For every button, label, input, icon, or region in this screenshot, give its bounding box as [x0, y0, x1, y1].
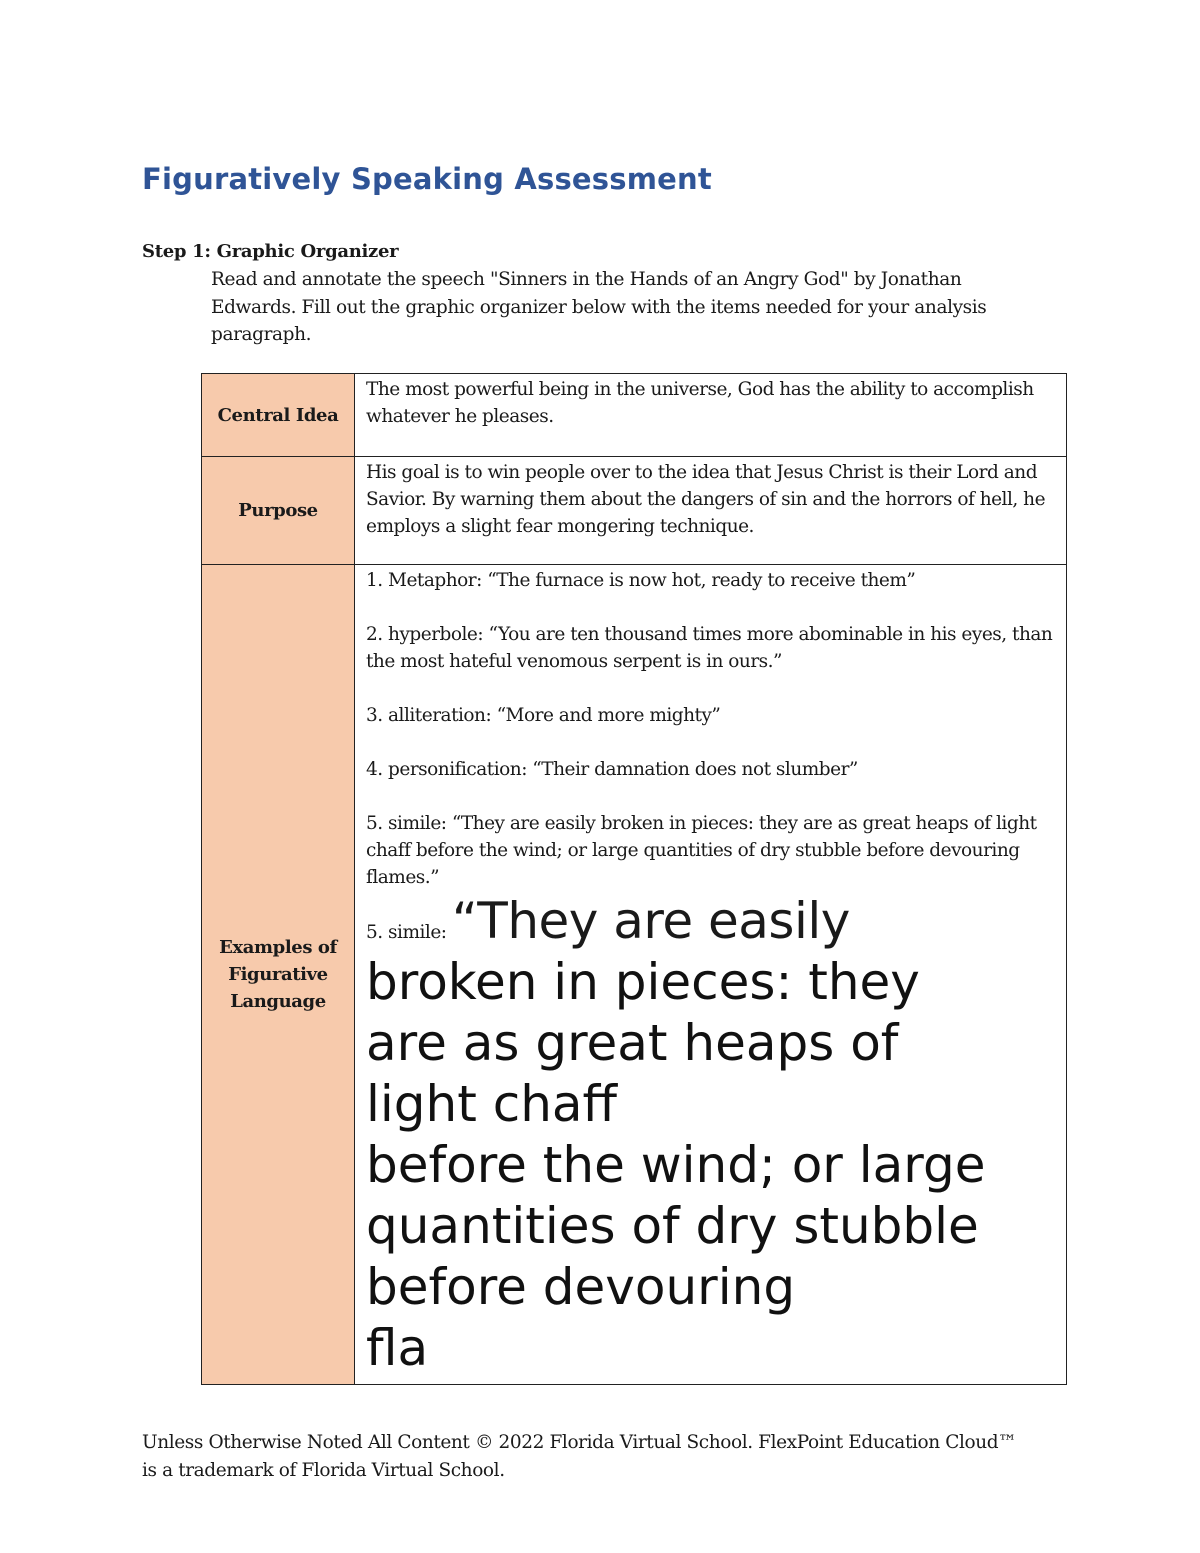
large-quote-line: “They are easily: [451, 892, 850, 950]
example-item-large: [366, 891, 1056, 1379]
graphic-organizer-table: [201, 373, 1067, 1385]
example-item-prefix: 5. simile:: [366, 922, 452, 943]
large-quote-line: quantities of dry stubble: [366, 1197, 979, 1255]
purpose-row: [202, 457, 1067, 565]
large-quote-line: light chaff: [366, 1075, 617, 1133]
instructions-paragraph: Read and annotate the speech "Sinners in the Hands of an Angry God" by Jonathan Edwards. Fill out the graphic organizer below with the items needed for your analysis paragraph.: [211, 269, 987, 345]
large-quote-line: before devouring: [366, 1258, 796, 1316]
example-item: 2. hyperbole: “You are ten thousand times more abominable in his eyes, than the most hateful venomous serpent is in ours.”: [366, 624, 1053, 672]
examples-label-line: Figurative: [228, 964, 328, 985]
page-title: Figuratively Speaking Assessment: [142, 162, 712, 196]
central-idea-row: [202, 374, 1067, 457]
example-item: 4. personification: “Their damnation does not slumber”: [366, 759, 858, 780]
examples-label-line: Language: [230, 991, 326, 1012]
large-quote-line: broken in pieces: they: [366, 953, 920, 1011]
example-item: 5. simile: “They are easily broken in pieces: they are as great heaps of light chaff before the wind; or large quantities of dry stubble before devouring flames.”: [366, 813, 1037, 888]
large-quote-line: are as great heaps of: [366, 1014, 899, 1072]
large-quote-line: fla: [366, 1319, 429, 1377]
examples-content: [355, 565, 1067, 1385]
step-heading: Step 1: Graphic Organizer: [142, 241, 399, 262]
examples-label: [202, 565, 355, 1385]
central-idea-content: The most powerful being in the universe, God has the ability to accomplish whatever he pleases.: [355, 374, 1067, 457]
example-item: 3. alliteration: “More and more mighty”: [366, 705, 721, 726]
footer-copyright: Unless Otherwise Noted All Content © 2022 Florida Virtual School. FlexPoint Education Cloud™ is a trademark of Florida Virtual School.: [142, 1432, 1017, 1481]
large-quote-line: before the wind; or large: [366, 1136, 986, 1194]
examples-label-line: Examples of: [219, 937, 337, 958]
central-idea-label: Central Idea: [202, 374, 355, 457]
purpose-label: Purpose: [202, 457, 355, 565]
example-item: 1. Metaphor: “The furnace is now hot, ready to receive them”: [366, 570, 916, 591]
examples-row: [202, 565, 1067, 1385]
purpose-content: His goal is to win people over to the idea that Jesus Christ is their Lord and Savior. By warning them about the dangers of sin and the horrors of hell, he employs a slight fear mongering technique.: [355, 457, 1067, 565]
